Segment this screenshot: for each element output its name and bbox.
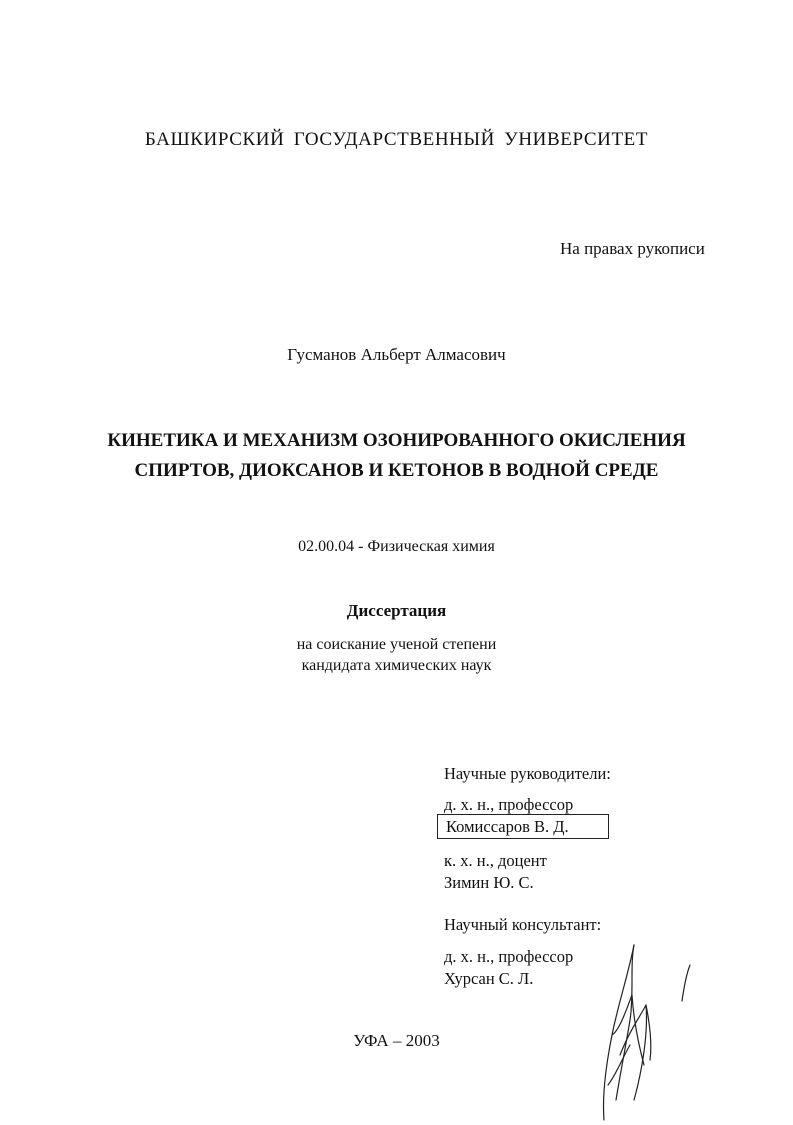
handwritten-signature — [590, 935, 710, 1125]
university-name: БАШКИРСКИЙ ГОСУДАРСТВЕННЫЙ УНИВЕРСИТЕТ — [144, 129, 649, 150]
consultant-heading: Научный консультант: — [444, 915, 602, 934]
supervisor-1-name: Комиссаров В. Д. — [446, 817, 569, 836]
supervisor-2-name: Зимин Ю. С. — [444, 873, 534, 892]
author-name: Гусманов Альберт Алмасович — [287, 345, 506, 364]
manuscript-rights-note: На правах рукописи — [560, 239, 705, 258]
supervisors-heading: Научные руководители: — [444, 764, 611, 783]
consultant-rank: д. х. н., профессор — [444, 947, 574, 966]
supervisor-1-rank: д. х. н., профессор — [444, 795, 574, 814]
consultant-name: Хурсан С. Л. — [444, 969, 534, 988]
document-type: Диссертация — [346, 601, 447, 620]
supervisor-2-rank: к. х. н., доцент — [444, 851, 547, 870]
specialty-code: 02.00.04 - Физическая химия — [298, 538, 495, 555]
dissertation-title-line-2: СПИРТОВ, ДИОКСАНОВ И КЕТОНОВ В ВОДНОЙ СРЕДЕ — [134, 460, 659, 481]
degree-line-1: на соискание ученой степени — [296, 636, 497, 653]
degree-line-2: кандидата химических наук — [301, 657, 492, 674]
city-year: УФА – 2003 — [353, 1031, 440, 1050]
dissertation-title-line-1: КИНЕТИКА И МЕХАНИЗМ ОЗОНИРОВАННОГО ОКИСЛЕНИЯ — [107, 430, 686, 451]
